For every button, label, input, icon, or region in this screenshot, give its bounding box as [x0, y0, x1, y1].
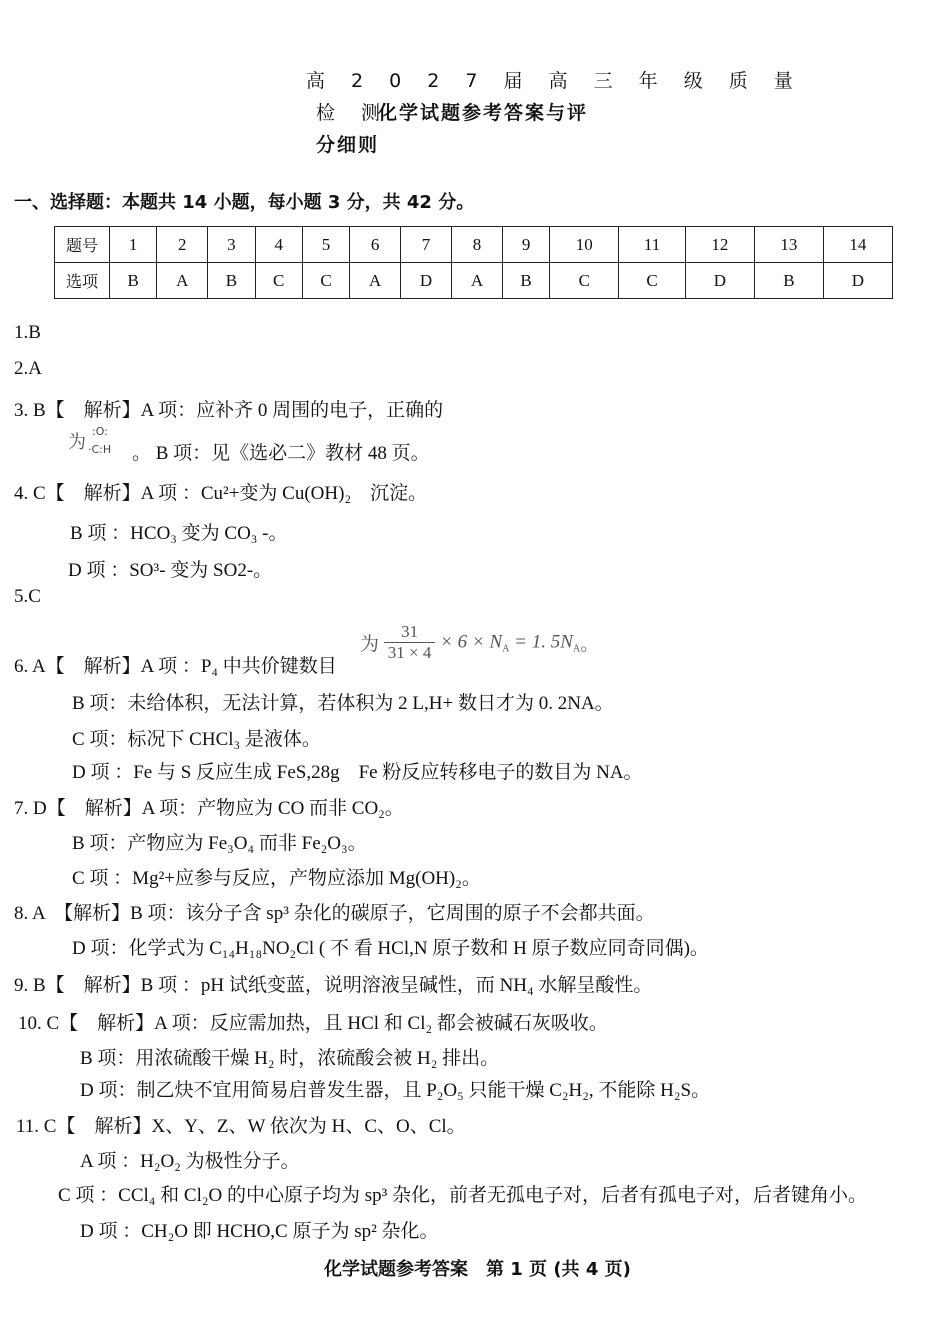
answer-line-4d: D 项 ：SO³- 变为 SO2-。: [68, 560, 273, 581]
fraction-denominator: 31 × 4: [387, 643, 432, 662]
answer-line-10: 10. C【 解析】A 项：反应需加热，且 HCl 和 Cl₂ 都会被碱石灰吸收。: [18, 1013, 608, 1034]
table-cell: D: [685, 263, 754, 299]
answer-line-6b: B 项：未给体积，无法计算，若体积为 2 L,H+ 数日才为 0. 2NA。: [72, 693, 614, 714]
title-line-3: 分细则: [316, 134, 380, 156]
table-cell: 11: [619, 227, 686, 263]
row-header-answer: 选项: [55, 263, 110, 299]
formula-eq: = 1. 5N: [514, 631, 573, 653]
table-cell: B: [502, 263, 549, 299]
lewis-structure-image: [68, 424, 138, 461]
formula-pre: 为: [360, 634, 380, 655]
answer-line-3-pre: 为: [68, 432, 86, 452]
table-cell: 8: [452, 227, 503, 263]
table-cell: 3: [208, 227, 255, 263]
svg-text::O:: :O:: [92, 425, 108, 438]
answer-line-2: 2.A: [14, 358, 42, 379]
answer-line-6d: D 项 ：Fe 与 S 反应生成 FeS,28g Fe 粉反应转移电子的数目为 NA。: [72, 762, 643, 783]
table-cell: 2: [157, 227, 208, 263]
answer-table: [54, 226, 893, 299]
table-cell: C: [302, 263, 349, 299]
section-heading: 一、选择题：本题共 14 小题，每小题 3 分，共 42 分。: [14, 192, 475, 213]
row-header-number: 题号: [55, 227, 110, 263]
table-cell: 14: [823, 227, 892, 263]
answer-line-10d: D 项：制乙炔不宜用简易启普发生器，且 P₂O₅ 只能干燥 C₂H₂, 不能除 H₂S。: [80, 1080, 711, 1101]
answer-line-3b: 。 B 项：见《选必二》教材 48 页。: [132, 443, 430, 464]
page-footer: 化学试题参考答案 第 1 页 (共 4 页): [324, 1259, 631, 1280]
answer-line-7b: B 项：产物应为 Fe₃O₄ 而非 Fe₂O₃。: [72, 833, 367, 854]
table-cell: B: [110, 263, 157, 299]
table-row-numbers: [55, 227, 893, 263]
table-cell: 6: [350, 227, 401, 263]
answer-line-10b: B 项：用浓硫酸干燥 H₂ 时，浓硫酸会被 H₂ 排出。: [80, 1048, 500, 1069]
table-cell: 4: [255, 227, 302, 263]
answer-line-11: 11. C【 解析】X、Y、Z、W 依次为 H、C、O、Cl。: [16, 1116, 466, 1137]
table-cell: B: [208, 263, 255, 299]
answer-line-6c: C 项：标况下 CHCl₃ 是液体。: [72, 729, 321, 750]
formula-post: × 6 × N: [440, 631, 503, 653]
answer-line-8d: D 项：化学式为 C₁₄H₁₈NO₂Cl ( 不 看 HCl,N 原子数和 H 原子数应同奇同偶)。: [72, 938, 709, 959]
table-cell: 9: [502, 227, 549, 263]
table-cell: A: [452, 263, 503, 299]
answer-line-11c: C 项 ：CCl₄ 和 Cl₂O 的中心原子均为 sp³ 杂化，前者无孤电子对，后者有孤电子对，后者键角小。: [58, 1185, 868, 1206]
table-cell: 7: [401, 227, 452, 263]
answer-line-3: 3. B【 解析】A 项：应补齐 0 周围的电子，正确的: [14, 400, 444, 421]
table-cell: 1: [110, 227, 157, 263]
title-line-2a: 检 测: [316, 102, 391, 124]
table-cell: 13: [754, 227, 823, 263]
answer-line-11d: D 项 ：CH₂O 即 HCHO,C 原子为 sp² 杂化。: [80, 1221, 439, 1242]
answer-line-8: 8. A 【解析】B 项：该分子含 sp³ 杂化的碳原子，它周围的原子不会都共面。: [14, 903, 655, 924]
answer-line-9: 9. B【 解析】B 项 ：pH 试纸变蓝，说明溶液呈碱性，而 NH₄ 水解呈酸性。: [14, 975, 653, 996]
answer-line-4b: B 项 ：HCO₃ 变为 CO₃ -。: [70, 523, 288, 544]
answer-line-1: 1.B: [14, 322, 41, 343]
table-cell: 12: [685, 227, 754, 263]
answer-line-7c: C 项 ：Mg²+应参与反应，产物应添加 Mg(OH)₂。: [72, 868, 481, 889]
table-cell: C: [550, 263, 619, 299]
table-cell: 10: [550, 227, 619, 263]
answer-line-11a: A 项 ：H₂O₂ 为极性分子。: [80, 1151, 300, 1172]
table-cell: A: [350, 263, 401, 299]
formula-6a: 为 $\frac{31}{31 \times 4}$ × $6 \times N_A = 1$. $5N_A$。: [360, 622, 600, 662]
fraction: [384, 622, 436, 663]
table-cell: C: [619, 263, 686, 299]
answer-line-5: 5.C: [14, 586, 41, 607]
table-cell: 5: [302, 227, 349, 263]
table-cell: C: [255, 263, 302, 299]
svg-text:·C:H: ·C:H: [88, 443, 112, 456]
title-line-2b: 化学试题参考答案与评: [378, 102, 589, 124]
table-cell: D: [823, 263, 892, 299]
answer-line-7: 7. D【 解析】A 项：产物应为 CO 而非 CO₂。: [14, 798, 404, 819]
title-line-1: 高 2 0 2 7 届 高 三 年 级 质 量: [306, 70, 803, 92]
answer-line-4: 4. C【 解析】A 项 ：Cu²+变为 Cu(OH)₂ 沉淀。: [14, 483, 428, 504]
table-cell: B: [754, 263, 823, 299]
answer-line-6: 6. A【 解析】A 项 ：P₄ 中共价键数目: [14, 656, 337, 677]
table-cell: D: [401, 263, 452, 299]
table-cell: A: [157, 263, 208, 299]
table-row-answers: [55, 263, 893, 299]
fraction-numerator: 31: [384, 622, 436, 643]
